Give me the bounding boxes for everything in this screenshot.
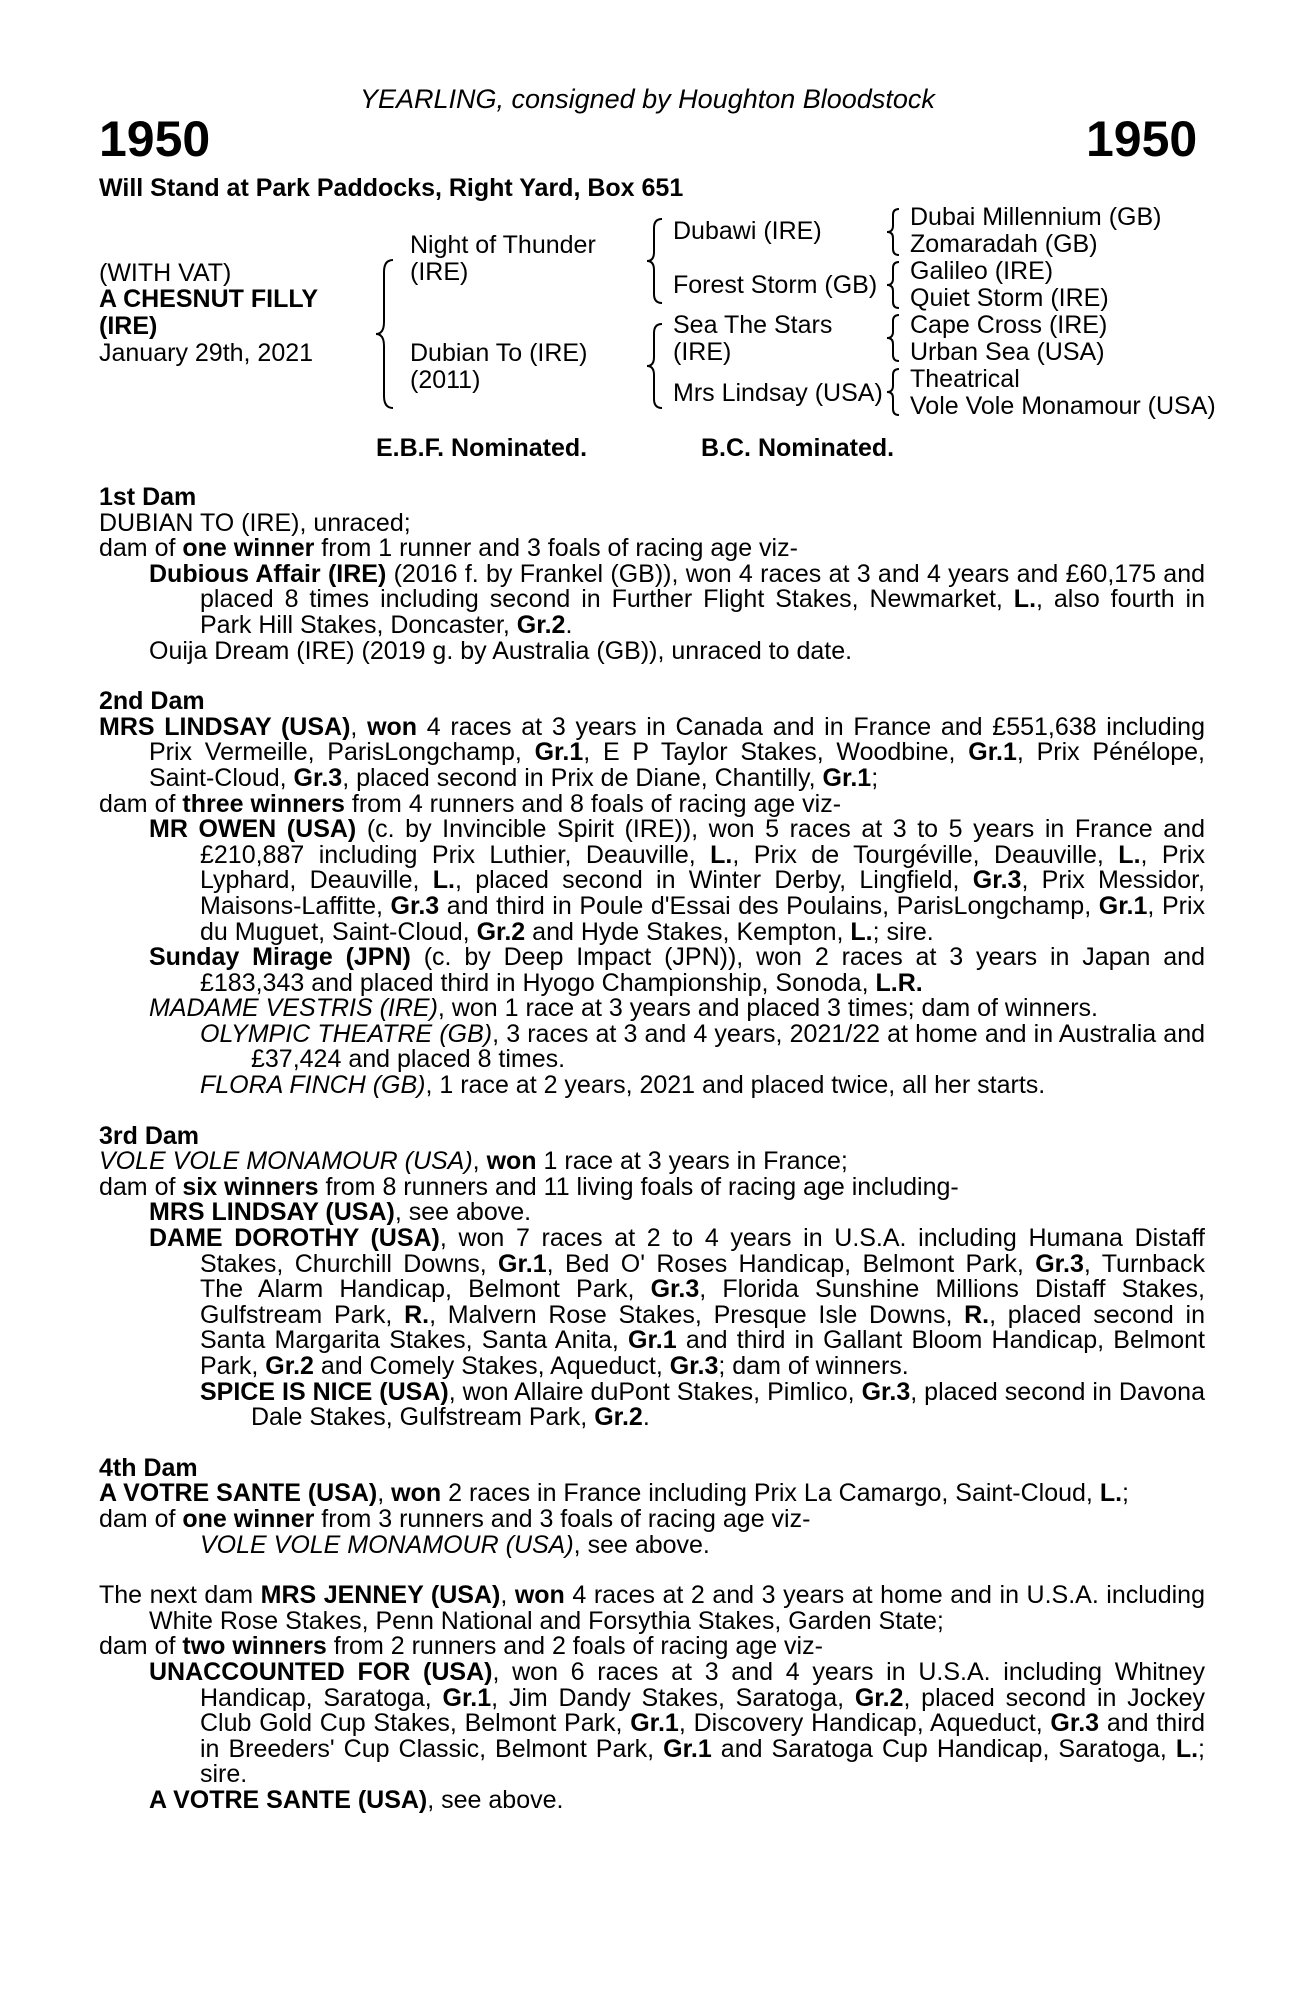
dam-summary: DUBIAN TO (IRE), unraced; — [99, 508, 411, 537]
first-dam-section — [99, 485, 1205, 664]
section-heading: 1st Dam — [99, 483, 197, 511]
dam-sire-dam: Urban Sea (USA) — [910, 338, 1105, 366]
dam-summary: MRS LINDSAY (USA), won 4 races at 3 years in Canada and in France and £551,638 including Prix Vermeille, ParisLongchamp, Gr.1, E P Taylor Stakes, Woodbine, Gr.1, Prix Pénélope, Saint-Cloud, Gr.3, placed second in Prix de Diane, Chantilly, Gr.1; — [99, 712, 1205, 792]
brace-dam — [647, 324, 662, 408]
produce-summary: dam of six winners from 8 runners and 11 living foals of racing age including- — [99, 1172, 959, 1201]
brace-sire — [647, 219, 662, 303]
dam-sire-sire: Cape Cross (IRE) — [910, 311, 1108, 339]
produce-entry: DAME DOROTHY (USA), won 7 races at 2 to 4 years in U.S.A. including Humana Distaff Stakes, Churchill Downs, Gr.1, Bed O' Roses Handicap, Belmont Park, Gr.3, Turnback The Alarm Handicap, Belmont Park, Gr.3, Florida Sunshine Millions Distaff Stakes, Gulfstream Park, R., Malvern Rose Stakes, Presque Isle Downs, R., placed second in Santa Margarita Stakes, Santa Anita, Gr.1 and third in Gallant Bloom Handicap, Belmont Park, Gr.2 and Comely Stakes, Aqueduct, Gr.3; dam of winners. — [149, 1224, 1206, 1380]
sire-name-line1: Night of Thunder — [410, 231, 596, 259]
grandproduce-entry: FLORA FINCH (GB), 1 race at 2 years, 2021 and placed twice, all her starts. — [200, 1071, 1046, 1100]
dam-dam: Mrs Lindsay (USA) — [673, 379, 883, 407]
brace-main — [376, 260, 393, 408]
produce-summary: dam of one winner from 3 runners and 3 foals of racing age viz- — [99, 1504, 811, 1533]
vat-note: (WITH VAT) — [99, 259, 232, 287]
brace-ds — [887, 315, 899, 361]
foaling-date: January 29th, 2021 — [99, 339, 314, 367]
dam-summary: A VOTRE SANTE (USA), won 2 races in France including Prix La Camargo, Saint-Cloud, L.; — [99, 1479, 1129, 1508]
sire-dam-sire: Galileo (IRE) — [910, 257, 1054, 285]
produce-entry: UNACCOUNTED FOR (USA), won 6 races at 3 and 4 years in U.S.A. including Whitney Handicap, Saratoga, Gr.1, Jim Dandy Stakes, Saratoga, Gr.2, placed second in Jockey Club Gold Cup Stakes, Belmont Park, Gr.1, Discovery Handicap, Aqueduct, Gr.3 and third in Breeders' Cup Classic, Belmont Park, Gr.1 and Saratoga Cup Handicap, Saratoga, L.; sire. — [149, 1657, 1205, 1789]
produce-entry: VOLE VOLE MONAMOUR (USA), see above. — [200, 1530, 710, 1559]
sire-sire-sire: Dubai Millennium (GB) — [910, 203, 1162, 231]
lot-number-left: 1950 — [99, 111, 211, 167]
produce-summary: dam of three winners from 4 runners and 8 foals of racing age viz- — [99, 789, 842, 818]
produce-summary: dam of two winners from 2 runners and 2 foals of racing age viz- — [99, 1632, 823, 1661]
dam-sire-line2: (IRE) — [673, 338, 732, 366]
family-record — [99, 485, 1205, 1814]
lot-number-right: 1950 — [1086, 111, 1198, 167]
stabling-location: Will Stand at Park Paddocks, Right Yard, Box 651 — [99, 174, 684, 202]
grandproduce-entry: OLYMPIC THEATRE (GB), 3 races at 3 and 4 years, 2021/22 at home and in Australia and £37,424 and placed 8 times. — [200, 1019, 1205, 1074]
dam-dam-dam: Vole Vole Monamour (USA) — [910, 392, 1216, 420]
bc-nomination: B.C. Nominated. — [701, 434, 895, 462]
sire-sire: Dubawi (IRE) — [673, 217, 822, 245]
sire-dam-dam: Quiet Storm (IRE) — [910, 284, 1109, 312]
sire-dam: Forest Storm (GB) — [673, 271, 878, 299]
subject-name-line2: (IRE) — [99, 312, 158, 340]
brace-ss — [887, 209, 899, 255]
dam-summary: The next dam MRS JENNEY (USA), won 4 races at 2 and 3 years at home and in U.S.A. including White Rose Stakes, Penn National and Forsythia Stakes, Garden State; — [99, 1581, 1205, 1635]
dam-summary: VOLE VOLE MONAMOUR (USA), won 1 race at 3 years in France; — [99, 1147, 848, 1176]
produce-entry: Sunday Mirage (JPN) (c. by Deep Impact (JPN)), won 2 races at 3 years in Japan and £183,343 and placed third in Hyogo Championship, Sonoda, L.R. — [149, 943, 1205, 997]
dam-sire-line1: Sea The Stars — [673, 311, 833, 339]
sire-name-line2: (IRE) — [410, 258, 469, 286]
produce-entry: MRS LINDSAY (USA), see above. — [149, 1198, 532, 1227]
section-heading: 2nd Dam — [99, 687, 205, 716]
second-dam-section — [99, 689, 1205, 1099]
subject-name-line1: A CHESNUT FILLY — [99, 285, 318, 313]
ebf-nomination: E.B.F. Nominated. — [376, 434, 588, 462]
third-dam-section — [99, 1121, 1206, 1432]
fourth-dam-section — [99, 1453, 1205, 1559]
produce-summary: dam of one winner from 1 runner and 3 foals of racing age viz- — [99, 534, 798, 563]
sire-sire-dam: Zomaradah (GB) — [910, 230, 1098, 258]
produce-entry: Dubious Affair (IRE) (2016 f. by Frankel (GB)), won 4 races at 3 and 4 years and £60,175 and placed 8 times including second in Further Flight Stakes, Newmarket, L., also fourth in Park Hill Stakes, Doncaster, Gr.2. — [149, 559, 1205, 639]
grandproduce-entry: SPICE IS NICE (USA), won Allaire duPont Stakes, Pimlico, Gr.3, placed second in Davona Dale Stakes, Gulfstream Park, Gr.2. — [200, 1377, 1205, 1432]
section-heading: 3rd Dam — [99, 1121, 200, 1150]
consignment-heading: YEARLING, consigned by Houghton Bloodstock — [360, 84, 935, 114]
dam-name-line2: (2011) — [410, 366, 481, 394]
section-heading: 4th Dam — [99, 1453, 198, 1482]
brace-sd — [887, 262, 899, 308]
next-dam-section — [99, 1583, 1205, 1813]
produce-entry: MR OWEN (USA) (c. by Invincible Spirit (IRE)), won 5 races at 3 to 5 years in France and £210,887 including Prix Luthier, Deauville, L., Prix de Tourgéville, Deauville, L., Prix Lyphard, Deauville, L., placed second in Winter Derby, Lingfield, Gr.3, Prix Messidor, Maisons-Laffitte, Gr.3 and third in Poule d'Essai des Poulains, ParisLongchamp, Gr.1, Prix du Muguet, Saint-Cloud, Gr.2 and Hyde Stakes, Kempton, L.; sire. — [149, 815, 1206, 946]
produce-entry: Ouija Dream (IRE) (2019 g. by Australia (GB)), unraced to date. — [149, 636, 853, 665]
produce-entry: A VOTRE SANTE (USA), see above. — [149, 1785, 564, 1814]
dam-name-line1: Dubian To (IRE) — [410, 339, 588, 367]
dam-dam-sire: Theatrical — [910, 365, 1020, 393]
brace-dd — [887, 369, 899, 415]
produce-entry: MADAME VESTRIS (IRE), won 1 race at 3 years and placed 3 times; dam of winners. — [149, 994, 1098, 1023]
